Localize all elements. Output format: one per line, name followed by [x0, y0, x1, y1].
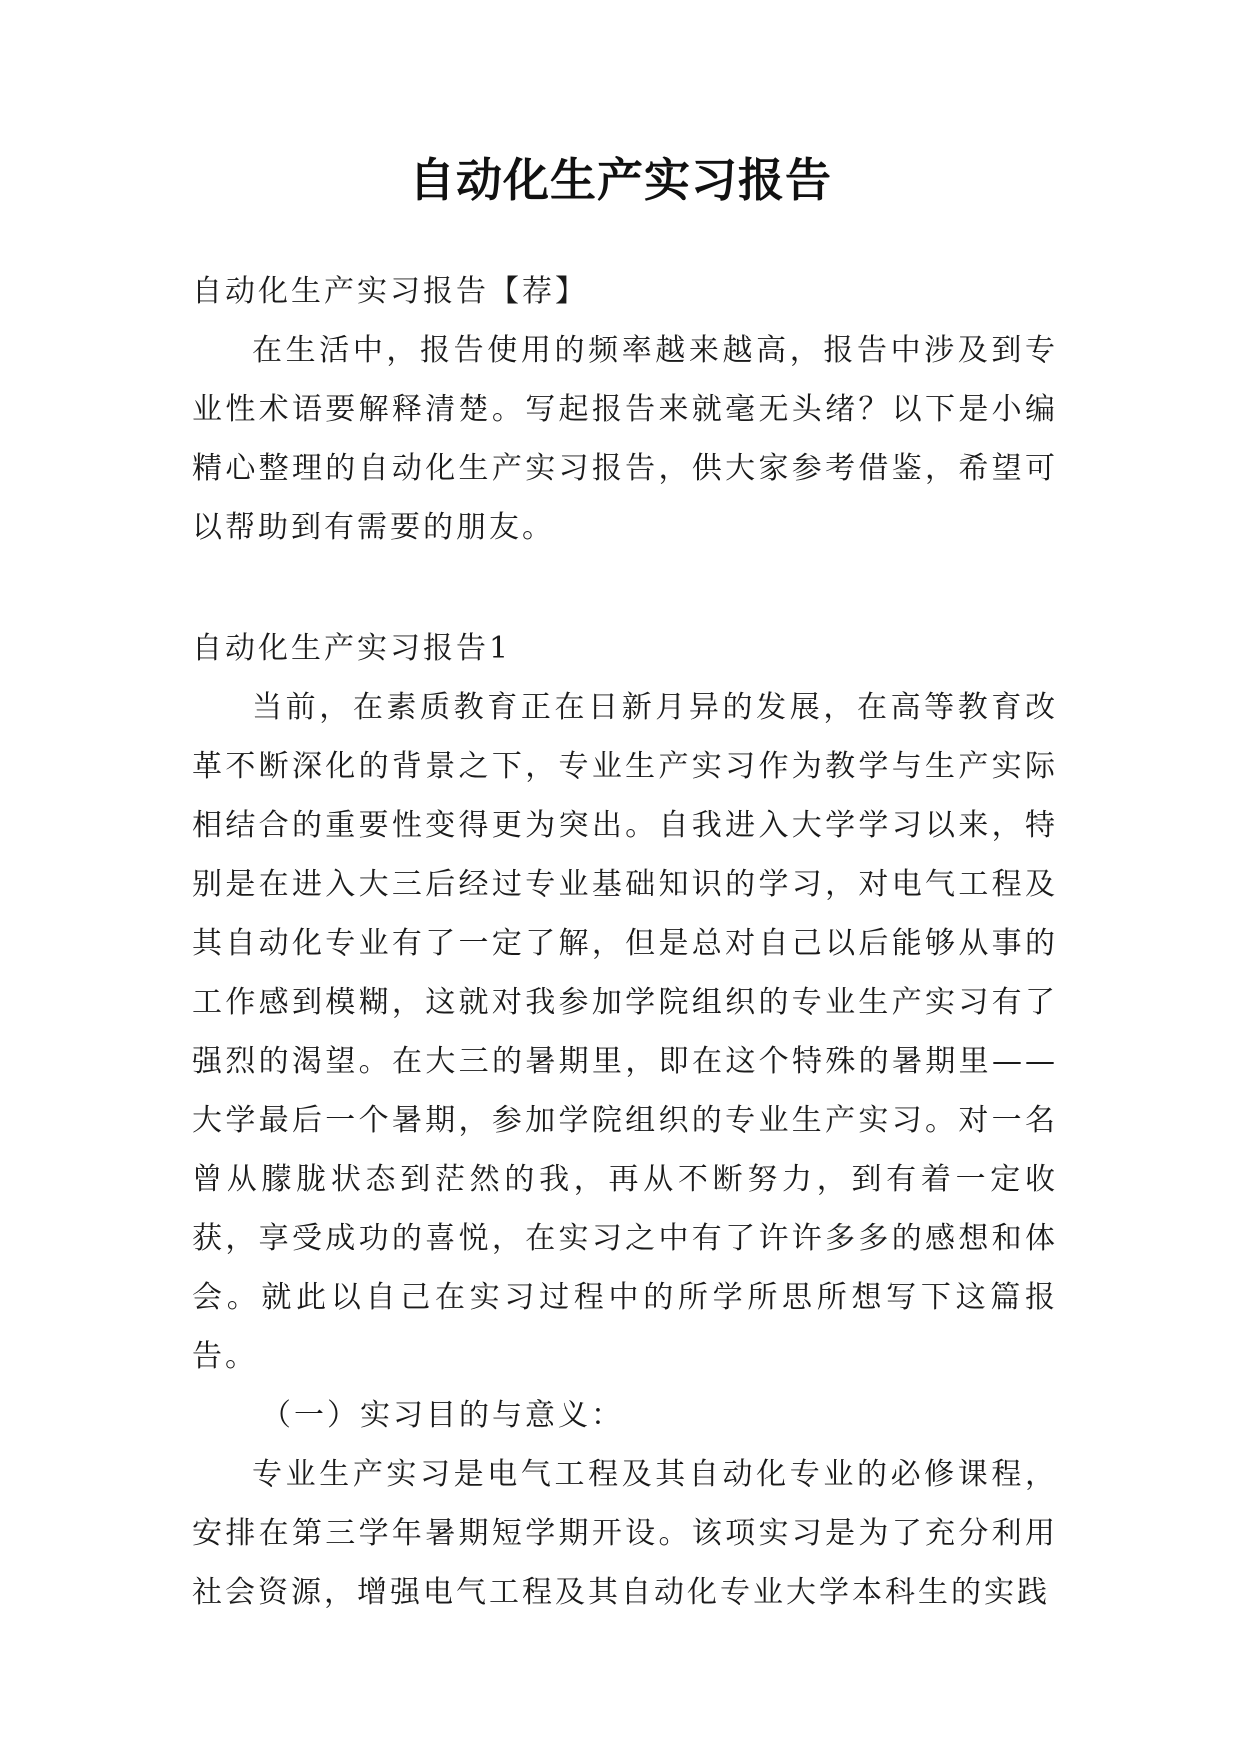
section-paragraph-1: 当前，在素质教育正在日新月异的发展，在高等教育改革不断深化的背景之下，专业生产实习作为教学与生产实际相结合的重要性变得更为突出。自我进入大学学习以来，特别是在进入大三后经过专业基础知识的学习，对电气工程及其自动化专业有了一定了解，但是总对自己以后能够从事的工作感到模糊，这就对我参加学院组织的专业生产实习有了强烈的渴望。在大三的暑期里，即在这个特殊的暑期里——大学最后一个暑期，参加学院组织的专业生产实习。对一名曾从朦胧状态到茫然的我，再从不断努力，到有着一定收获，享受成功的喜悦，在实习之中有了许许多多的感想和体会。就此以自己在实习过程中的所学所思所想写下这篇报告。 [192, 690, 1058, 1374]
subsection-heading-1: （一）实习目的与意义： [261, 1398, 624, 1433]
subsection-paragraph-1: 专业生产实习是电气工程及其自动化专业的必修课程，安排在第三学年暑期短学期开设。该项实习是为了充分利用社会资源，增强电气工程及其自动化专业大学本科生的实践 [192, 1457, 1058, 1610]
document-title: 自动化生产实习报告 [409, 153, 832, 207]
intro-heading: 自动化生产实习报告【荐】 [192, 274, 588, 309]
section-spacer [192, 557, 1058, 619]
document-body [192, 262, 1058, 1622]
intro-paragraph: 在生活中，报告使用的频率越来越高，报告中涉及到专业性术语要解释清楚。写起报告来就毫无头绪？以下是小编精心整理的自动化生产实习报告，供大家参考借鉴，希望可以帮助到有需要的朋友。 [192, 333, 1058, 545]
section-heading-1: 自动化生产实习报告1 [192, 631, 512, 666]
